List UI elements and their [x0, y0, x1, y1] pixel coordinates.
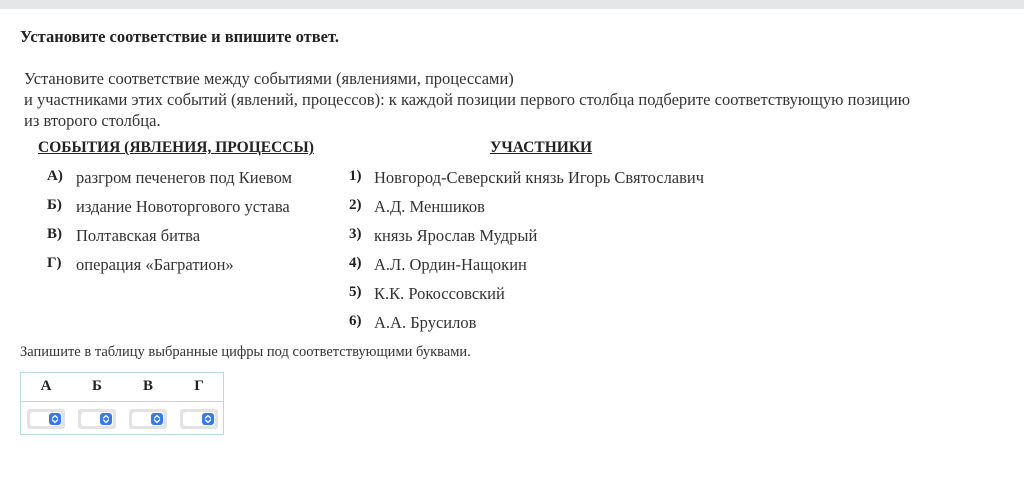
participant-number: 5) [349, 284, 362, 300]
answer-select-v[interactable] [129, 409, 167, 429]
participant-text: А.Д. Меншиков [374, 197, 485, 216]
intro-line: из второго столбца. [24, 111, 161, 130]
answer-instruction: Запишите в таблицу выбранные цифры под соответствующими буквами. [20, 344, 471, 360]
event-text: издание Новоторгового устава [76, 197, 290, 216]
answer-header-b: Б [92, 378, 102, 394]
answer-select-g[interactable] [180, 409, 218, 429]
select-arrows-icon [49, 413, 61, 425]
event-letter: В) [47, 226, 62, 242]
event-letter: Г) [47, 255, 62, 271]
participant-number: 4) [349, 255, 362, 271]
participant-text: А.Л. Ордин-Нащокин [374, 255, 527, 274]
answer-header-a: А [40, 378, 52, 394]
select-arrows-icon [202, 413, 214, 425]
participant-text: Новгород-Северский князь Игорь Святославич [374, 168, 705, 187]
participant-number: 1) [349, 168, 362, 184]
answer-select-a[interactable] [27, 409, 65, 429]
select-arrows-icon [151, 413, 163, 425]
select-arrows-icon [100, 413, 112, 425]
answer-table [20, 372, 224, 435]
participant-number: 2) [349, 197, 362, 213]
task-header: Установите соответствие и впишите ответ. [20, 27, 339, 46]
participants-column-header: УЧАСТНИКИ [490, 139, 593, 156]
intro-line: Установите соответствие между событиями (явлениями, процессами) [24, 69, 514, 88]
participant-number: 6) [349, 313, 362, 329]
event-letter: А) [47, 168, 63, 184]
participant-text: князь Ярослав Мудрый [374, 226, 538, 245]
answer-header-v: В [142, 378, 153, 394]
event-text: операция «Багратион» [76, 255, 234, 274]
event-text: Полтавская битва [76, 226, 201, 245]
participant-text: А.А. Брусилов [374, 313, 477, 332]
answer-header-g: Г [194, 378, 204, 394]
intro-line: и участниками этих событий (явлений, процессов): к каждой позиции первого столбца подберите соответствующую позицию [24, 90, 911, 109]
participant-number: 3) [349, 226, 362, 242]
participant-text: К.К. Рокоссовский [374, 284, 505, 303]
event-letter: Б) [47, 197, 62, 213]
events-column-header: СОБЫТИЯ (ЯВЛЕНИЯ, ПРОЦЕССЫ) [38, 139, 314, 156]
answer-table-header [21, 373, 223, 402]
task-intro [24, 68, 1014, 131]
top-bar [0, 0, 1024, 9]
event-text: разгром печенегов под Киевом [76, 168, 292, 187]
answer-select-b[interactable] [78, 409, 116, 429]
